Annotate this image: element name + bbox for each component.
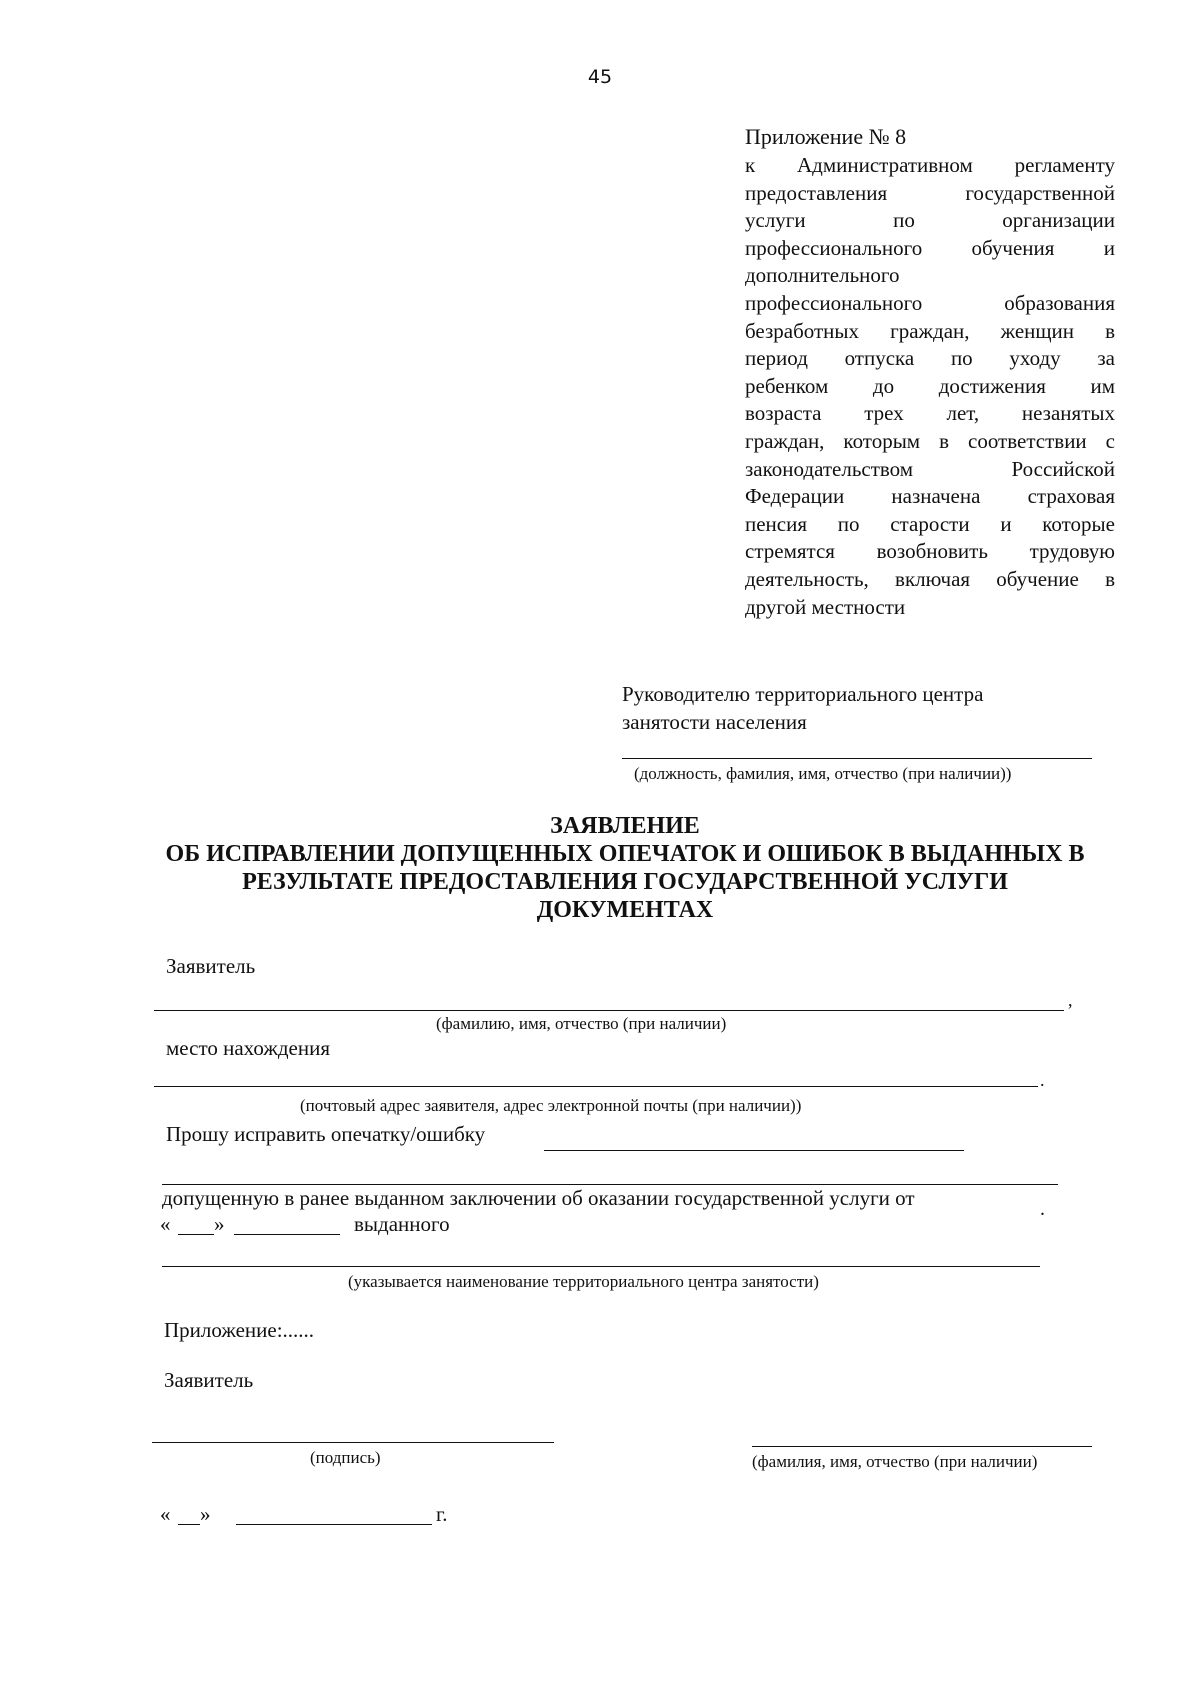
addressee-line-1: Руководителю территориального центра	[622, 682, 984, 706]
addressee-field-line[interactable]	[622, 758, 1092, 759]
addressee	[622, 680, 983, 736]
title-line-1: ЗАЯВЛЕНИЕ	[550, 813, 700, 839]
appendix-line: ребенком до достижения им	[745, 373, 1115, 398]
applicant-caption: (фамилию, имя, отчество (при наличии)	[436, 1014, 727, 1033]
appendix-title: Приложение № 8	[745, 124, 907, 149]
applicant-label-2: Заявитель	[164, 1368, 254, 1392]
applicant-label: Заявитель	[166, 954, 256, 978]
date-open-quote: «	[160, 1212, 171, 1236]
request-label: Прошу исправить опечатку/ошибку	[166, 1122, 486, 1146]
signature-field-line[interactable]	[152, 1442, 554, 1443]
period-mark: .	[1040, 1198, 1045, 1220]
appendix-line: пенсия по старости и которые	[745, 511, 1115, 536]
attachment-label: Приложение:......	[164, 1318, 315, 1342]
year-suffix: г.	[436, 1502, 448, 1526]
location-label: место нахождения	[166, 1036, 330, 1060]
location-caption: (почтовый адрес заявителя, адрес электронной почты (при наличии))	[300, 1096, 802, 1115]
appendix-line: безработных граждан, женщин в	[745, 318, 1115, 343]
appendix-line: возраста трех лет, незанятых	[745, 401, 1115, 426]
addressee-caption: (должность, фамилия, имя, отчество (при наличии))	[634, 764, 1012, 783]
request-field-line[interactable]	[544, 1150, 964, 1151]
day-field-line[interactable]	[178, 1234, 214, 1235]
document-title	[150, 812, 1100, 924]
bottom-month-field-line[interactable]	[236, 1524, 432, 1525]
appendix-line: профессионального обучения и	[745, 235, 1115, 260]
title-line-2: ОБ ИСПРАВЛЕНИИ ДОПУЩЕННЫХ ОПЕЧАТОК И ОШИБОК В ВЫДАННЫХ В	[165, 841, 1085, 867]
appendix-line: Федерации назначена страховая	[745, 484, 1115, 509]
appendix-line: другой местности	[745, 594, 906, 619]
title-line-4: ДОКУМЕНТАХ	[536, 897, 714, 923]
date-close-quote: »	[214, 1212, 225, 1236]
appendix-line: услуги по организации	[745, 208, 1115, 233]
appendix-line: дополнительного	[745, 263, 900, 288]
signature-caption: (подпись)	[310, 1448, 381, 1467]
appendix-line: деятельность, включая обучение в	[745, 566, 1115, 591]
applicant-field-line[interactable]	[154, 1010, 1064, 1011]
appendix-body	[745, 152, 1115, 621]
appendix-line: законодательством Российской	[745, 456, 1115, 481]
appendix-line: стремятся возобновить трудовую	[745, 539, 1115, 564]
request-field-line-2[interactable]	[162, 1184, 1058, 1185]
appendix-line: к Административном регламенту	[745, 153, 1115, 177]
center-caption: (указывается наименование территориального центра занятости)	[348, 1272, 819, 1291]
name-field-line[interactable]	[752, 1446, 1092, 1447]
location-field-line[interactable]	[154, 1086, 1038, 1087]
appendix-line: предоставления государственной	[745, 180, 1115, 205]
appendix-line: профессионального образования	[745, 290, 1115, 315]
bottom-day-field-line[interactable]	[178, 1524, 200, 1525]
title-line-3: РЕЗУЛЬТАТЕ ПРЕДОСТАВЛЕНИЯ ГОСУДАРСТВЕННОЙ УСЛУГИ	[242, 869, 1008, 895]
name-caption: (фамилия, имя, отчество (при наличии)	[752, 1452, 1038, 1471]
addressee-line-2: занятости населения	[622, 710, 807, 734]
appendix-line: период отпуска по уходу за	[745, 346, 1115, 371]
page-number: 45	[587, 66, 613, 88]
bottom-date-open-quote: «	[160, 1502, 171, 1526]
period-mark: .	[1040, 1070, 1045, 1090]
month-year-field-line[interactable]	[234, 1234, 340, 1235]
admitted-text: допущенную в ранее выданном заключении об оказании государственной услуги от	[162, 1186, 915, 1210]
bottom-date-close-quote: »	[200, 1502, 211, 1526]
appendix-line: граждан, которым в соответствии с	[745, 428, 1115, 453]
comma-mark: ,	[1068, 990, 1073, 1010]
issued-label: выданного	[354, 1212, 450, 1236]
center-field-line[interactable]	[162, 1266, 1040, 1267]
